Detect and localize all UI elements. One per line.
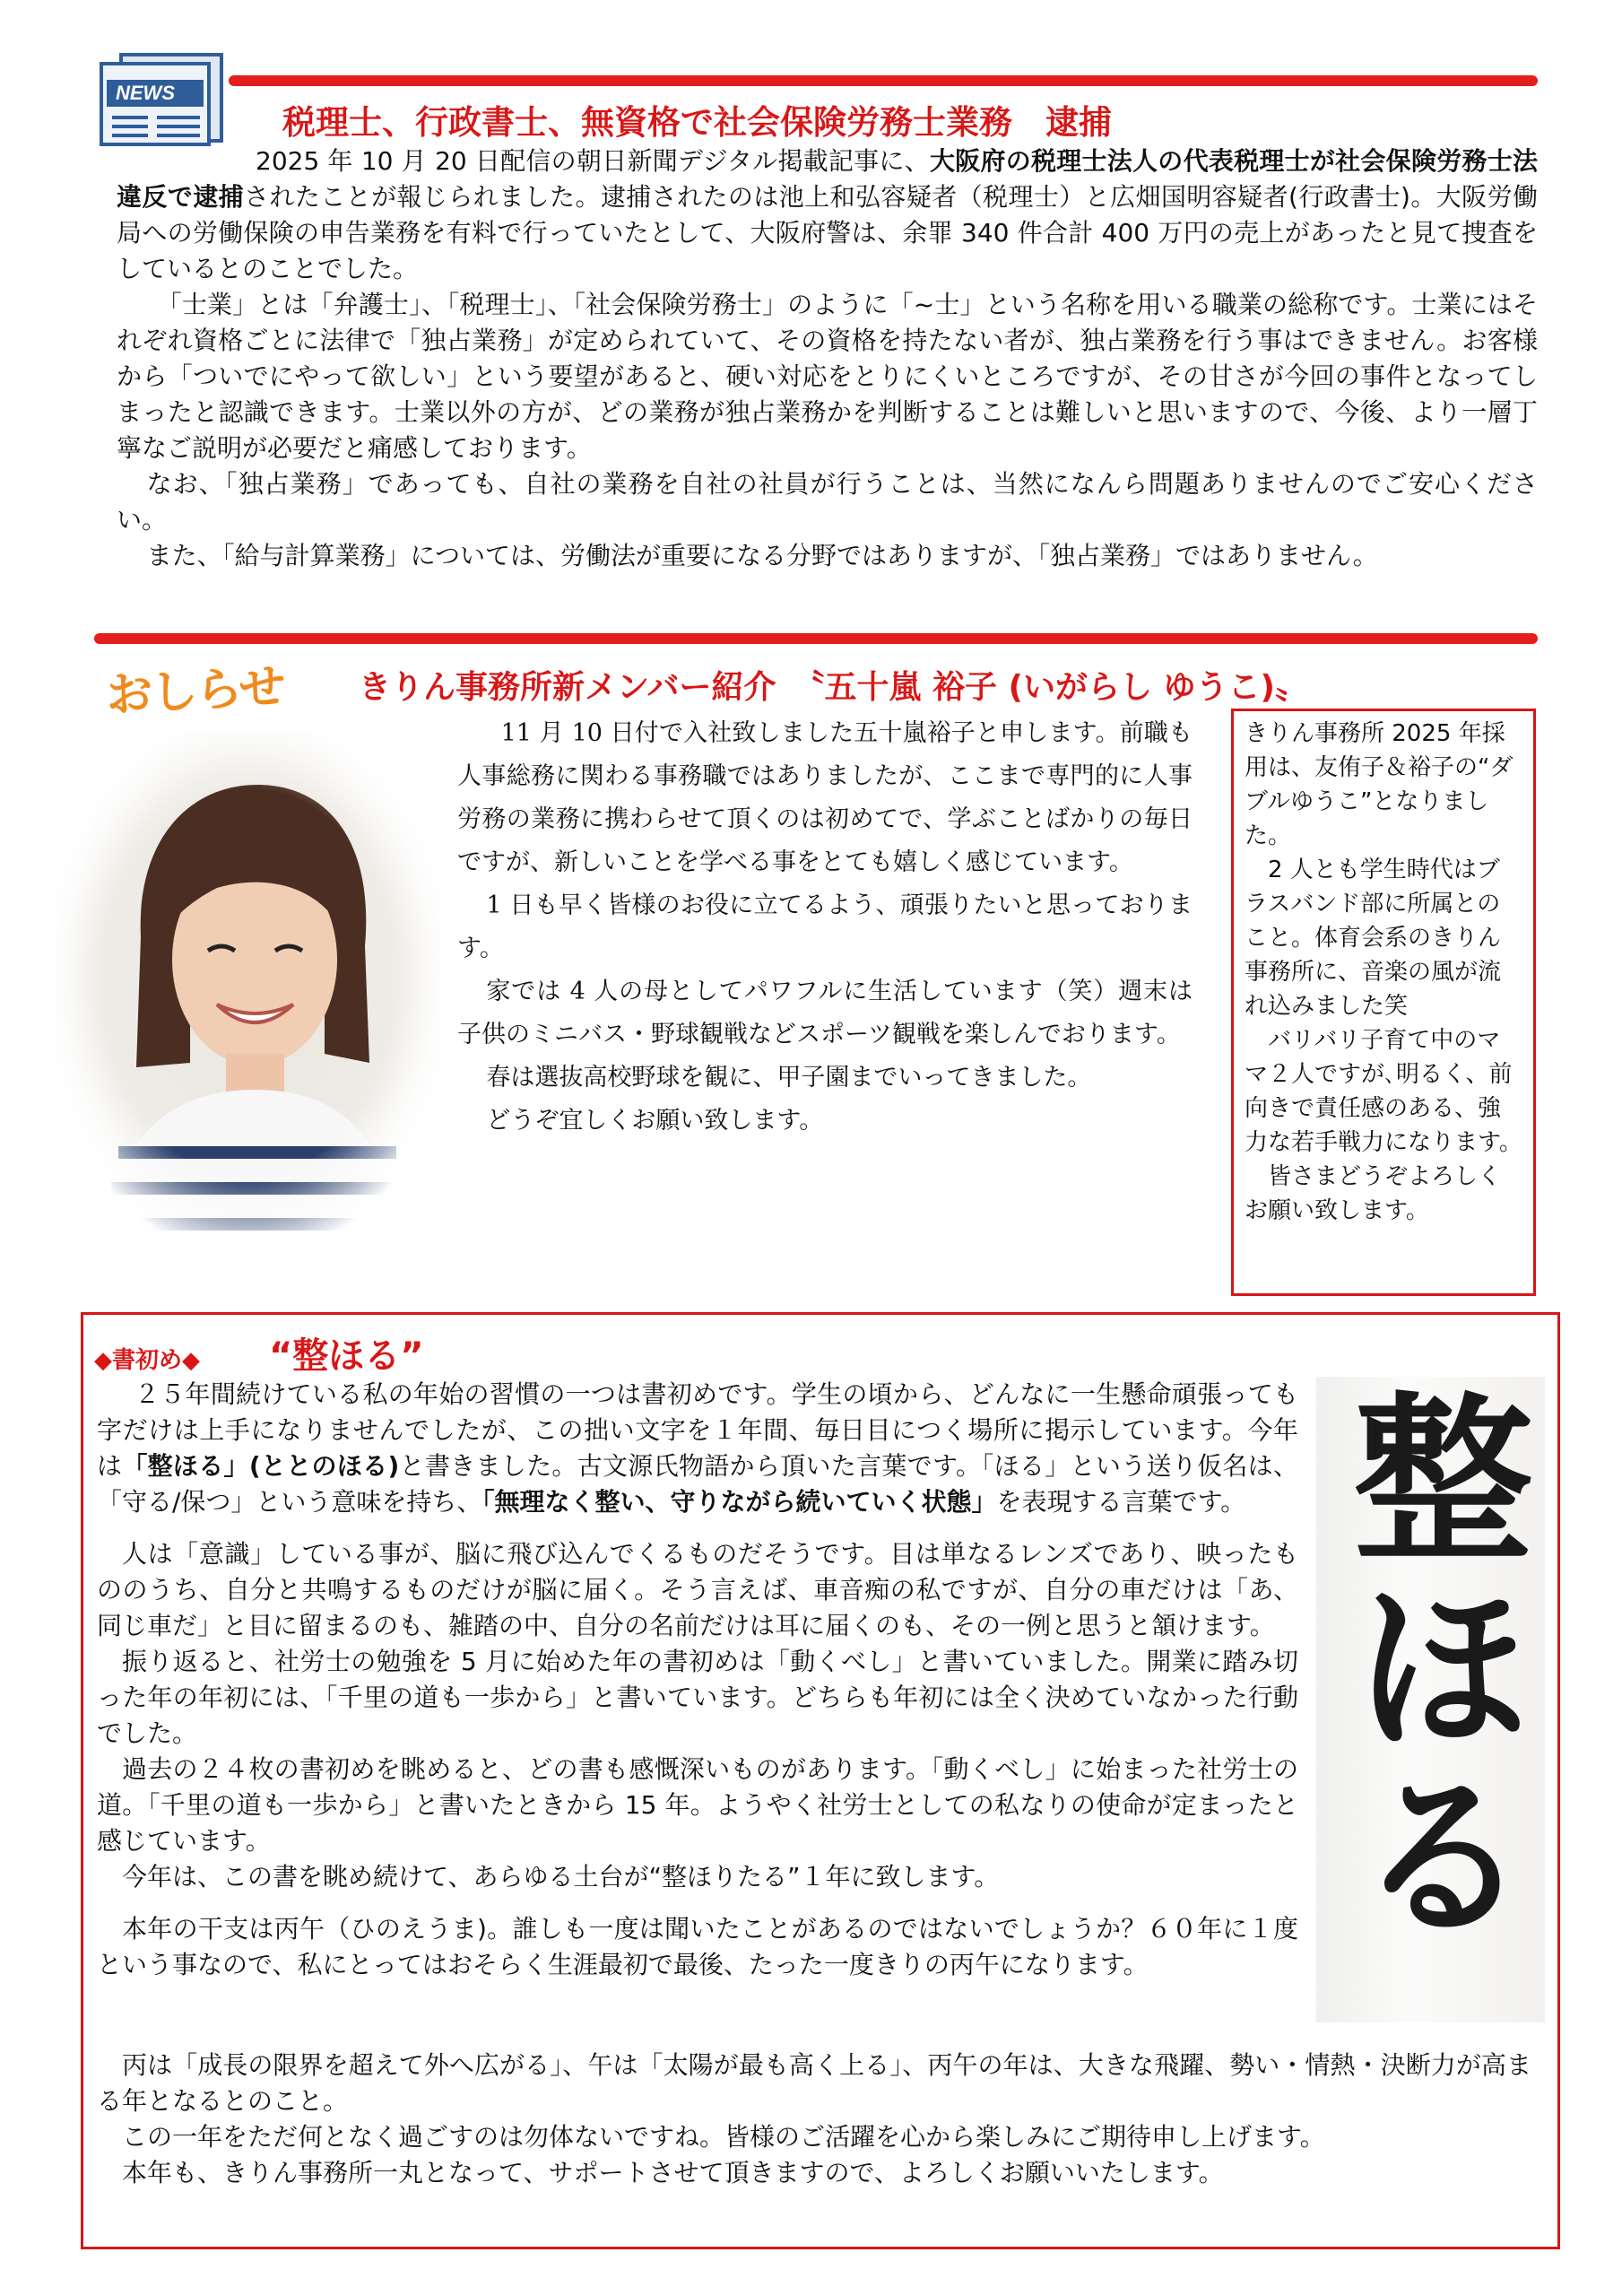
kakizome-paragraph-7: 丙は「成長の限界を超えて外へ広がる」、午は「太陽が最も高く上る」、丙午の年は、大きな飛躍、勢い・情熱・決断力が高まる年となるとのこと。: [97, 2050, 1531, 2116]
intro-paragraph-5: どうぞ宜しくお願い致します。: [486, 1107, 824, 1135]
news-paragraph-4: また、「給与計算業務」については、労働法が重要になる分野ではありますが、「独占業務」ではありません。: [146, 541, 1378, 570]
calligraphy-text: 整ほる: [1323, 1386, 1534, 1951]
intro-paragraph-4: 春は選抜高校野球を観に、甲子園までいってきました。: [486, 1064, 1092, 1091]
news-paragraph-3: なお、「独占業務」であっても、自社の業務を自社の社員が行うことは、当然になんら問題ありませんのでご安心ください。: [117, 469, 1538, 535]
kakizome-paragraph-8: この一年をただ何となく過ごすのは勿体ないですね。皆様のご活躍を心から楽しみにご期待申し上げます。: [122, 2122, 1325, 2152]
kakizome-paragraph-4: 過去の２４枚の書初めを眺めると、どの書も感慨深いものがあります。「動くベし」に始まった社労士の道。「千里の道も一歩から」と書いたときから 15 年。ようやく社労士としての私なりの使命が定まったと感じています。: [97, 1754, 1298, 1856]
kakizome-paragraph-3: 振り返ると、社労士の勉強を 5 月に始めた年の書初めは「動くべし」と書いていました。開業に踏み切った年の年初には、「千里の道も一歩から」と書いています。どちらも年初には全く決めていなかった行動でした。: [97, 1647, 1298, 1748]
sidebox-paragraph-3: バリバリ子育て中のママ２人ですが､明るく、前向きで責任感のある、強力な若手戦力になります。: [1245, 1027, 1522, 1156]
news-divider-top: [229, 75, 1538, 86]
kakizome-paragraph-9: 本年も、きりん事務所一丸となって、サポートさせて頂きますので、よろしくお願いいたします。: [122, 2158, 1224, 2187]
kakizome-body-bottom: [97, 2048, 1531, 2191]
intro-title: きりん事務所新メンバー紹介 〝五十嵐 裕子 (いがらし ゆうこ)〟: [359, 669, 1307, 706]
kakizome-paragraph-6: 本年の干支は丙午（ひのえうま)。誰しも一度は聞いたことがあるのではないでしょうか？６０年に１度という事なので、私にとってはおそらく生涯最初で最後、たった一度きりの丙午になります。: [97, 1914, 1298, 1979]
intro-sidebox: [1231, 709, 1536, 1296]
kakizome-body-top: [97, 1377, 1298, 1983]
kakizome-paragraph-2: 人は「意識」している事が、脳に飛び込んでくるものだそうです。目は単なるレンズであり、映ったもののうち、自分と共鳴するものだけが脳に届く。そう言えば、車音痴の私ですが、自分の車だけは「あ、同じ車だ」と目に留まるのも、雑踏の中、自分の名前だけは耳に届くのも、その一例と思うと頷けます。: [97, 1539, 1298, 1640]
news-body: [117, 144, 1538, 574]
kakizome-tag: ◆書初め◆: [94, 1347, 200, 1374]
kakizome-paragraph-1: ２５年間続けている私の年始の習慣の一つは書初めです。学生の頃から、どんなに一生懸命頑張っても字だけは上手になりませんでしたが、この拙い文字を１年間、毎日目につく場所に掲示しています。今年は「整ほる」(ととのほる)と書きました。古文源氏物語から頂いた言葉です。「ほる」という送り仮名は、「守る/保つ」という意味を持ち、「無理なく整い、守りながら続いていく状態」を表現する言葉です。: [97, 1379, 1299, 1517]
sidebox-paragraph-4: 皆さまどうぞよろしくお願い致します。: [1245, 1163, 1502, 1224]
sidebox-paragraph-2: 2 人とも学生時代はブラスバンド部に所属とのこと。体育会系のきりん事務所に、音楽の風が流れ込みました笑: [1245, 857, 1502, 1020]
kakizome-paragraph-5: 今年は、この書を眺め続けて、あらゆる土台が“整ほりたる”１年に致します。: [122, 1862, 1000, 1892]
oshirase-logo: おしらせ: [104, 659, 286, 724]
news-icon: [94, 49, 229, 148]
member-photo: [56, 731, 441, 1233]
intro-paragraph-2: 1 日も早く皆様のお役に立てるよう、頑張りたいと思っております。: [457, 891, 1193, 962]
news-icon-label: NEWS: [116, 82, 175, 104]
intro-paragraph-1: 11 月 10 日付で入社致しました五十嵐裕子と申します。前職も人事総務に関わる事務職ではありましたが、ここまで専門的に人事労務の業務に携わらせて頂くのは初めてで、学ぶことばかりの毎日ですが、新しいことを学べる事をとても嬉しく感じています。: [457, 719, 1193, 876]
intro-body: [457, 712, 1193, 1143]
intro-paragraph-3: 家では 4 人の母としてパワフルに生活しています（笑）週末は子供のミニバス・野球観戦などスポーツ観戦を楽しんでおります。: [457, 978, 1193, 1048]
calligraphy-image: [1316, 1377, 1545, 2022]
kakizome-title: “整ほる”: [269, 1335, 424, 1377]
news-title: 税理士、行政書士、無資格で社会保険労務士業務 逮捕: [282, 103, 1112, 142]
news-paragraph-2: 「士業」とは「弁護士」、「税理士」、「社会保険労務士」のように「~士」という名称を用いる職業の総称です。士業にはそれぞれ資格ごとに法律で「独占業務」が定められていて、その資格を持たない者が、独占業務を行う事はできません。お客様から「ついでにやって欲しい」という要望があると、硬い対応をとりにくいところですが、その甘さが今回の事件となってしまったと認識できます。士業以外の方が、どの業務が独占業務かを判断することは難しいと思いますので、今後、より一層丁寧なご説明が必要だと痛感しております。: [117, 290, 1538, 463]
news-paragraph-1: 2025 年 10 月 20 日配信の朝日新聞デジタル掲載記事に、大阪府の税理士法人の代表税理士が社会保険労務士法違反で逮捕されたことが報じられました。逮捕されたのは池上和弘容疑者（税理士）と広畑国明容疑者(行政書士)。大阪労働局への労働保険の申告業務を有料で行っていたとして、大阪府警は、余罪 340 件合計 400 万円の売上があったと見て捜査をしているとのことでした。: [117, 146, 1538, 283]
section-divider: [94, 633, 1538, 644]
sidebox-paragraph-1: きりん事務所 2025 年採用は、友侑子＆裕子の“ダブルゆうこ”となりました。: [1245, 720, 1514, 849]
